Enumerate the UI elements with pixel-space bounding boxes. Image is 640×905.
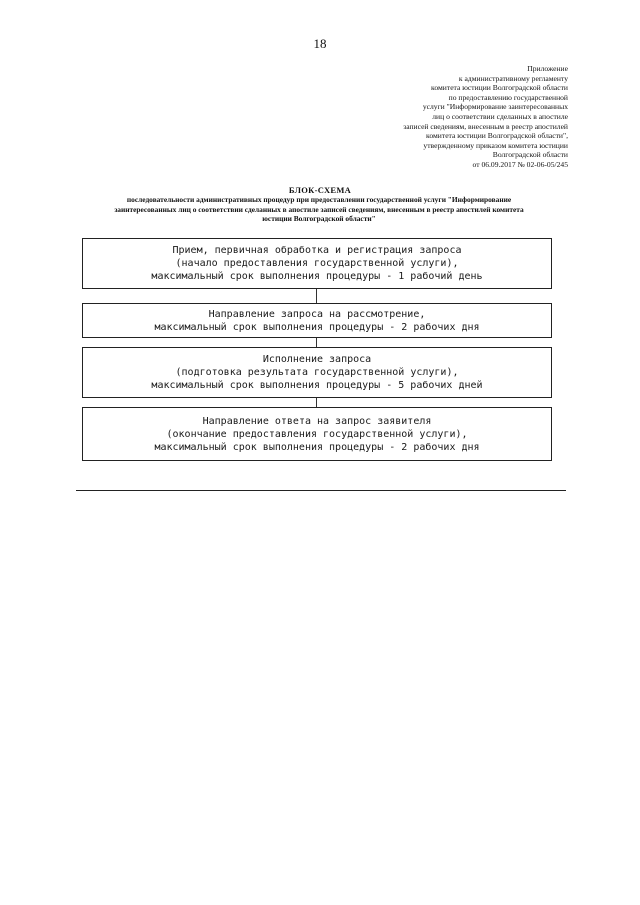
flow-step-line: (окончание предоставления государственной услуги), (166, 429, 468, 440)
appendix-line: по предоставлению государственной (448, 92, 568, 102)
flow-connector (316, 338, 317, 347)
appendix-line: услуги "Информирование заинтересованных (422, 102, 568, 112)
appendix-line: комитета юстиции Волгоградской области (431, 83, 568, 93)
flow-connector (316, 289, 317, 303)
flow-step-referral (82, 303, 552, 338)
divider-line (76, 490, 566, 491)
flow-step-line: максимальный срок выполнения процедуры - 2 рабочих дня (154, 442, 480, 453)
appendix-line: записей сведениям, внесенным в реестр апостилей (403, 121, 568, 131)
flow-connector (316, 398, 317, 407)
flow-step-line: (подготовка результата государственной услуги), (175, 367, 459, 378)
flow-step-line: Прием, первичная обработка и регистрация запроса (172, 245, 462, 256)
flow-step-line: Направление запроса на рассмотрение, (208, 309, 426, 320)
appendix-line: Волгоградской области (492, 150, 568, 160)
appendix-line: комитета юстиции Волгоградской области", (426, 131, 568, 141)
flow-step-line: максимальный срок выполнения процедуры - 2 рабочих дня (154, 322, 480, 333)
scheme-subtitle-line: юстиции Волгоградской области" (262, 214, 376, 224)
flow-step-line: максимальный срок выполнения процедуры - 1 рабочий день (151, 271, 483, 282)
appendix-line: от 06.09.2017 № 02-06-05/245 (472, 159, 568, 169)
appendix-line: лиц о соответствии сделанных в апостиле (432, 111, 568, 121)
scheme-subtitle-line: последовательности административных процедур при предоставлении государственной услуги "Информирование (126, 195, 512, 204)
flow-step-response (82, 407, 552, 461)
appendix-line: утвержденному приказом комитета юстиции (423, 140, 568, 150)
flow-step-reception (82, 238, 552, 289)
page-number: 18 (313, 36, 327, 51)
flow-step-execution (82, 347, 552, 398)
appendix-line: Приложение (527, 64, 568, 73)
flow-step-line: (начало предоставления государственной услуги), (175, 258, 459, 269)
flow-step-line: Исполнение запроса (262, 354, 372, 365)
appendix-line: к административному регламенту (458, 73, 568, 83)
flow-step-line: максимальный срок выполнения процедуры - 5 рабочих дней (151, 380, 483, 391)
flow-step-line: Направление ответа на запрос заявителя (202, 416, 432, 427)
scheme-title: БЛОК-СХЕМА (288, 185, 352, 195)
scheme-subtitle-line: заинтересованных лиц о соответствии сделанных в апостиле записей сведениям, внесенным в реестр апостилей комитета (114, 204, 524, 214)
